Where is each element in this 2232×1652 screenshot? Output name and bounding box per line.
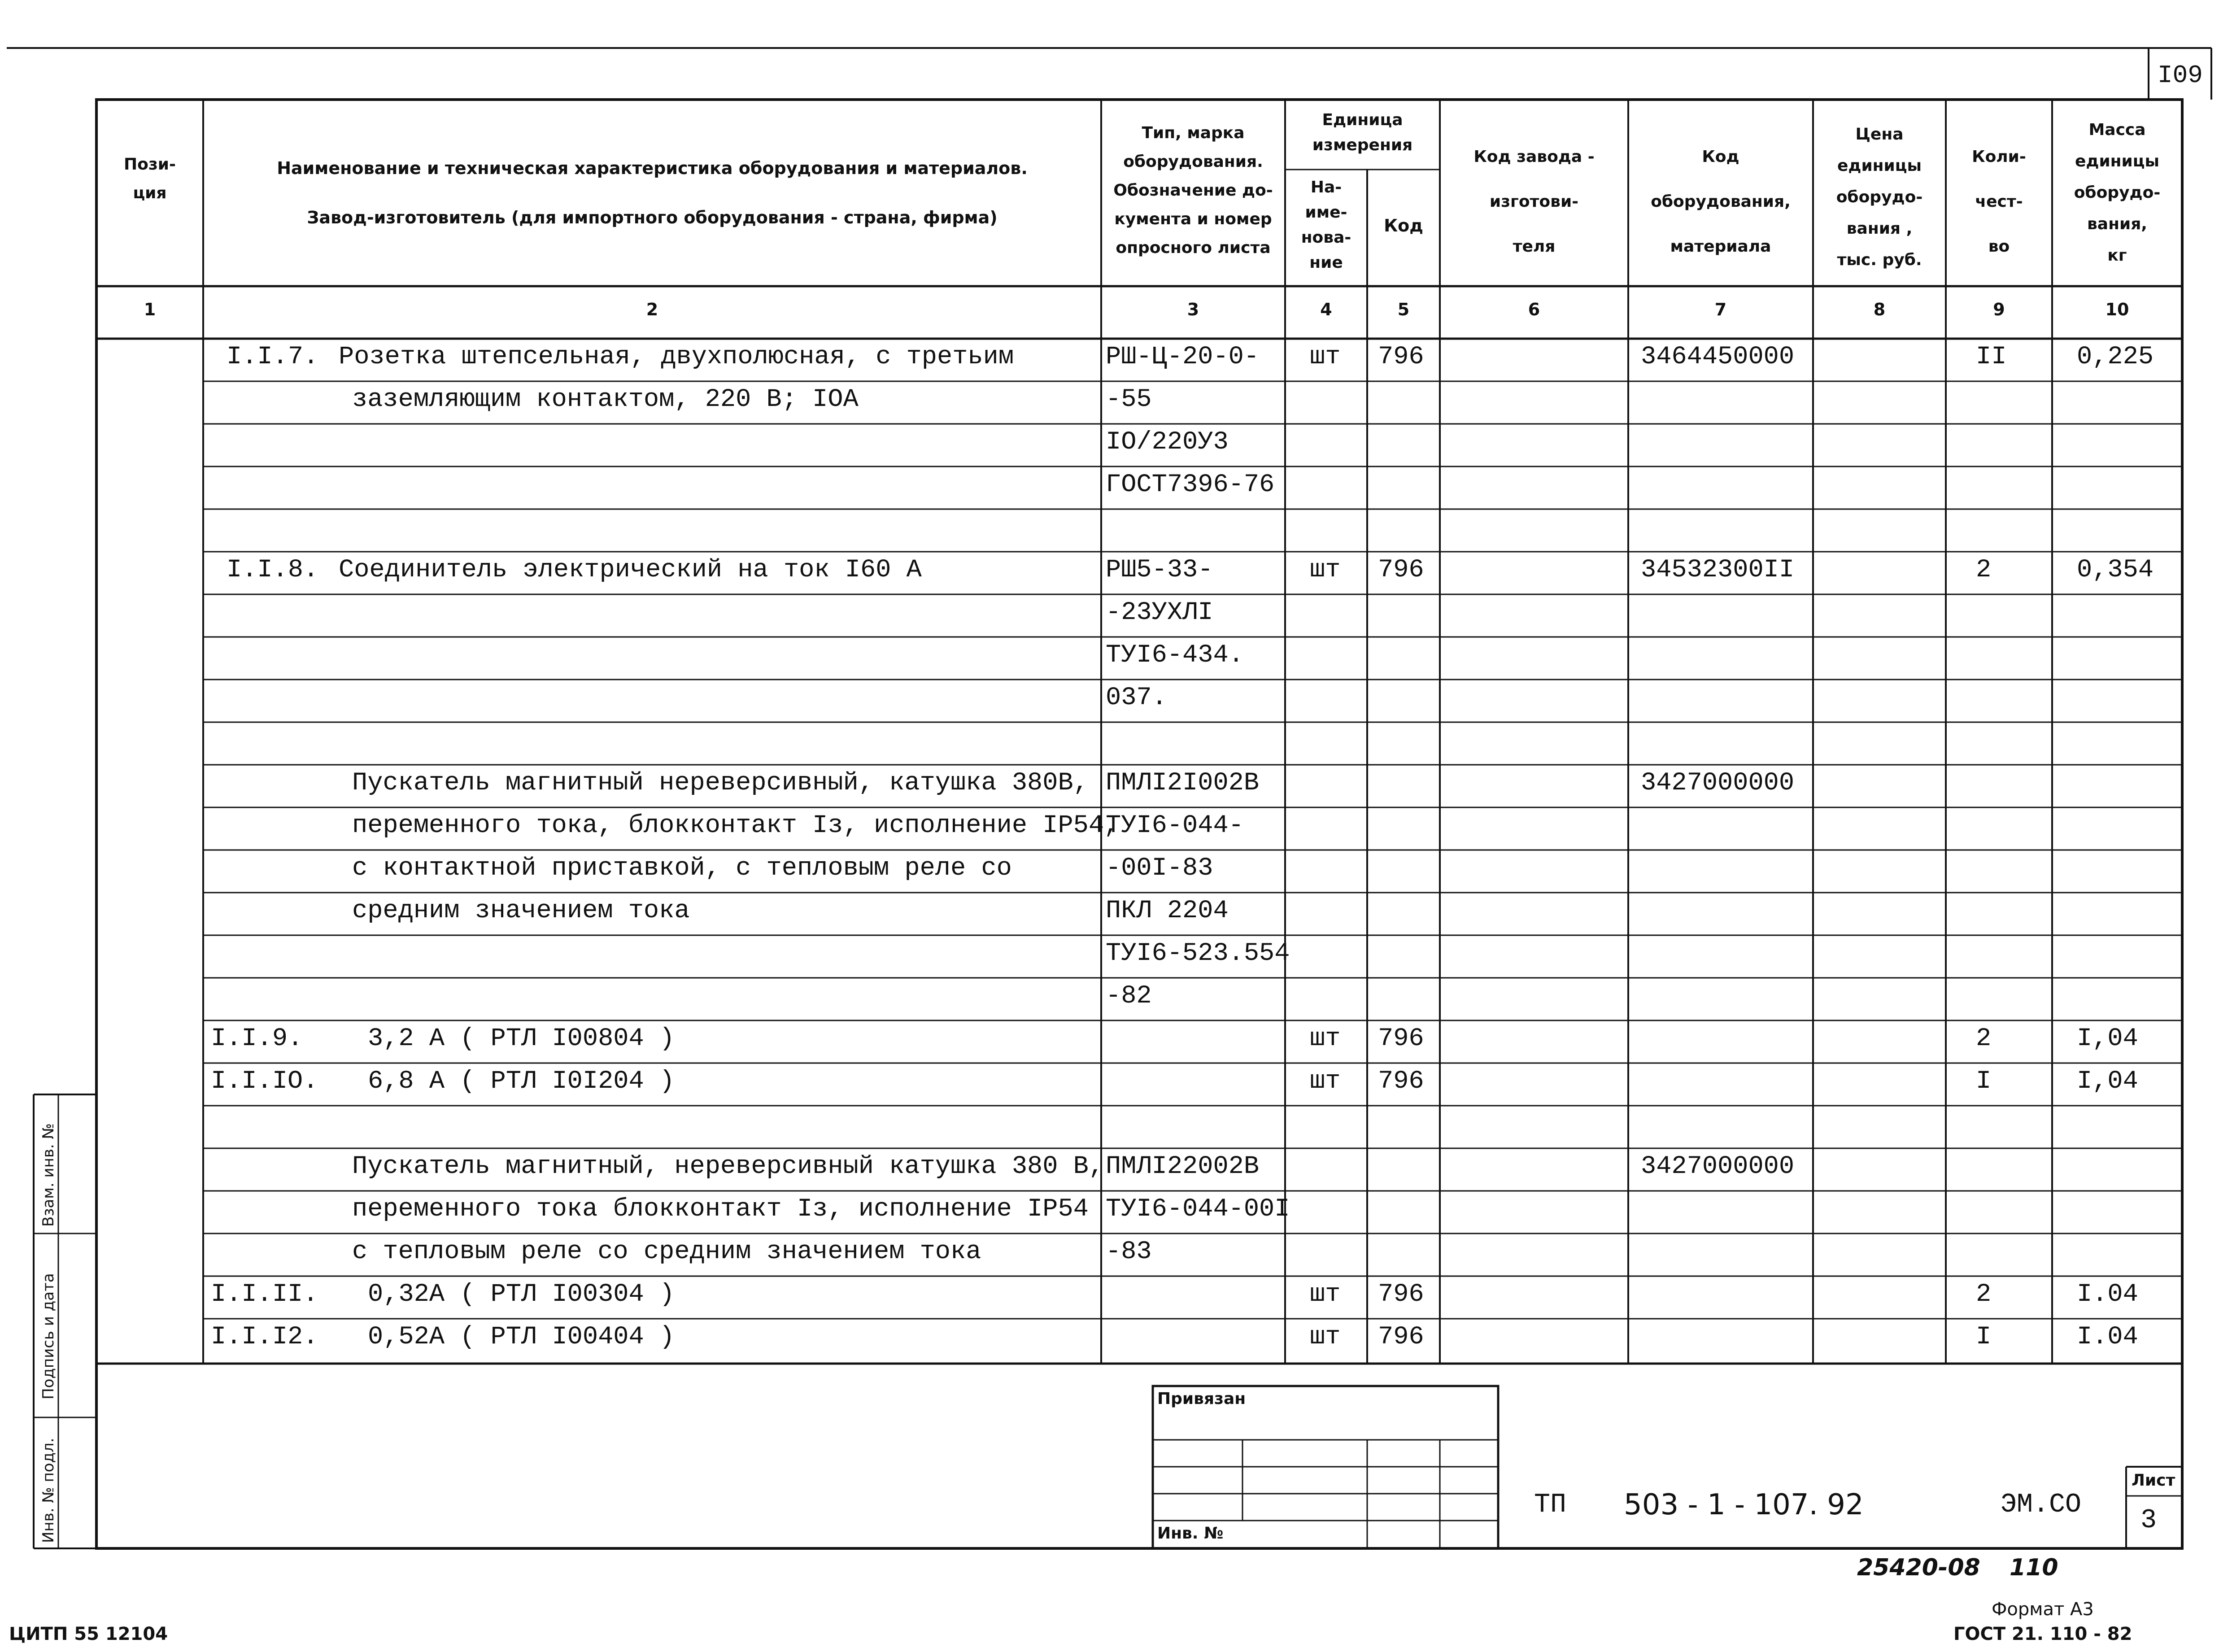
- cell-name: 0,52А ( РТЛ I00404 ): [368, 1323, 675, 1351]
- header-text: во: [1988, 237, 2010, 256]
- stamp-list-label: Лист: [2132, 1471, 2175, 1490]
- column-number: 3: [1187, 300, 1199, 319]
- cell-qty: I: [1976, 1323, 1992, 1351]
- cell-code: 796: [1378, 1323, 1424, 1351]
- cell-pos: I.I.9.: [211, 1024, 303, 1053]
- cell-type: -83: [1106, 1238, 1152, 1266]
- side-label-inv-original: Инв. № подл.: [39, 1438, 57, 1543]
- cell-name: 3,2 А ( РТЛ I00804 ): [368, 1024, 675, 1053]
- cell-type: IO/220У3: [1106, 428, 1229, 457]
- header-text: опросного листа: [1116, 239, 1271, 257]
- stamp-code: ЭМ.СО: [2001, 1490, 2082, 1520]
- header-text: Код завода -: [1473, 148, 1595, 166]
- cell-type: ТУI6-434.: [1106, 641, 1244, 670]
- cell-type: -82: [1106, 982, 1152, 1011]
- header-text: теля: [1513, 237, 1556, 256]
- cell-pos: I.I.8.: [227, 556, 319, 584]
- column-number: 5: [1397, 300, 1410, 319]
- header-text: тыс. руб.: [1837, 251, 1922, 269]
- header-text: вания ,: [1846, 219, 1913, 238]
- cell-type: ТУI6-044-00I: [1106, 1195, 1290, 1224]
- header-text: Тип, марка: [1142, 124, 1245, 142]
- column-number: 4: [1320, 300, 1332, 319]
- cell-type: ГОСТ7396-76: [1106, 471, 1275, 499]
- header-text: материала: [1670, 237, 1771, 256]
- cell-name: 6,8 А ( РТЛ I0I204 ): [368, 1067, 675, 1096]
- header-text: Цена: [1855, 125, 1904, 144]
- header-text: На-: [1310, 178, 1342, 196]
- header-text: ние: [1309, 253, 1343, 272]
- header-text: оборудо-: [1836, 188, 1923, 206]
- cell-name: переменного тока, блокконтакт Iз, исполнение IP54,: [352, 811, 1120, 840]
- header-unit-code: Код: [1384, 216, 1423, 235]
- cell-equip: 3427000000: [1641, 1152, 1795, 1181]
- footer-archive-page: 110: [2010, 1554, 2058, 1581]
- cell-type: ПМЛI22002В: [1106, 1152, 1260, 1181]
- cell-qty: II: [1976, 343, 2007, 371]
- header-text: Завод-изготовитель (для импортного оборудования - страна, фирма): [307, 208, 998, 227]
- header-position: [96, 150, 203, 208]
- cell-unit: шт: [1310, 1280, 1341, 1309]
- header-text: измерения: [1312, 136, 1413, 154]
- cell-mass: I.04: [2077, 1323, 2138, 1351]
- cell-name: переменного тока блокконтакт Iз, исполнение IP54: [352, 1195, 1089, 1224]
- header-text: оборудования.: [1123, 153, 1263, 171]
- cell-unit: шт: [1310, 1067, 1341, 1096]
- header-factory: [1440, 135, 1628, 269]
- header-text: Обозначение до-: [1113, 181, 1273, 200]
- cell-name: Пускатель магнитный нереверсивный, катушка 380В,: [352, 769, 1089, 798]
- cell-type: ПКЛ 2204: [1106, 897, 1229, 925]
- cell-code: 796: [1378, 1067, 1424, 1096]
- cell-type: РШ5-33-: [1106, 556, 1213, 584]
- header-text: Наименование и техническая характеристика оборудования и материалов.: [277, 158, 1028, 178]
- header-text: оборудо-: [2074, 183, 2161, 202]
- stamp-doc-number: 503 - 1 - 107. 92: [1624, 1488, 1864, 1521]
- cell-qty: 2: [1976, 556, 1992, 584]
- cell-unit: шт: [1310, 343, 1341, 371]
- stamp-tp: ТП: [1534, 1490, 1567, 1520]
- header-quantity: [1946, 135, 2052, 269]
- stamp-inv: Инв. №: [1157, 1524, 1224, 1543]
- header-equipment: [1628, 135, 1813, 269]
- header-text: име-: [1305, 203, 1347, 222]
- column-number: 6: [1528, 300, 1540, 319]
- column-number: 9: [1993, 300, 2005, 319]
- cell-pos: I.I.I2.: [211, 1323, 318, 1351]
- cell-name: заземляющим контактом, 220 В; IOA: [352, 385, 859, 414]
- header-text: кг: [2107, 246, 2127, 265]
- header-text: Единица: [1322, 111, 1403, 129]
- cell-equip: 34532300II: [1641, 556, 1795, 584]
- header-text: Пози-: [124, 155, 176, 174]
- column-number: 2: [646, 300, 658, 319]
- cell-unit: шт: [1310, 556, 1341, 584]
- footer-gost: ГОСТ 21. 110 - 82: [1953, 1624, 2132, 1644]
- cell-type: ПМЛI2I002В: [1106, 769, 1260, 798]
- header-unit: [1285, 108, 1440, 158]
- side-label-signature-date: Подпись и дата: [39, 1273, 57, 1399]
- column-number: 10: [2105, 300, 2129, 319]
- header-text: изготови-: [1489, 192, 1579, 211]
- stamp-privyazan: Привязан: [1157, 1390, 1246, 1408]
- cell-equip: 3464450000: [1641, 343, 1795, 371]
- cell-name: Розетка штепсельная, двухполюсная, с третьим: [339, 343, 1014, 371]
- cell-unit: шт: [1310, 1323, 1341, 1351]
- cell-type: -00I-83: [1106, 854, 1213, 883]
- footer-archive-number: 25420-08: [1857, 1554, 1980, 1581]
- cell-name: средним значением тока: [352, 897, 690, 925]
- cell-mass: I,04: [2077, 1024, 2138, 1053]
- header-text: Масса: [2088, 121, 2146, 139]
- cell-pos: I.I.IO.: [211, 1067, 318, 1096]
- header-text: вания,: [2087, 215, 2147, 233]
- footer-left-code: ЦИТП 55 12104: [9, 1624, 168, 1644]
- header-text: единицы: [2075, 152, 2160, 170]
- header-text: оборудования,: [1651, 192, 1791, 211]
- column-number: 8: [1873, 300, 1886, 319]
- header-price: [1813, 119, 1946, 276]
- column-number: 7: [1714, 300, 1727, 319]
- cell-equip: 3427000000: [1641, 769, 1795, 798]
- cell-name: 0,32А ( РТЛ I00304 ): [368, 1280, 675, 1309]
- cell-mass: 0,354: [2077, 556, 2154, 584]
- header-mass: [2052, 114, 2182, 271]
- side-label-replace-inv: Взам. инв. №: [39, 1123, 57, 1227]
- cell-pos: I.I.II.: [211, 1280, 318, 1309]
- cell-qty: 2: [1976, 1280, 1992, 1309]
- cell-unit: шт: [1310, 1024, 1341, 1053]
- cell-code: 796: [1378, 1280, 1424, 1309]
- cell-qty: 2: [1976, 1024, 1992, 1053]
- cell-qty: I: [1976, 1067, 1992, 1096]
- header-text: Код: [1702, 148, 1739, 166]
- header-text: Коли-: [1972, 148, 2026, 166]
- header-unit-name: [1285, 175, 1367, 275]
- cell-name: с контактной приставкой, с тепловым реле со: [352, 854, 1012, 883]
- header-text: ция: [133, 184, 167, 202]
- cell-code: 796: [1378, 343, 1424, 371]
- cell-name: с тепловым реле со средним значением тока: [352, 1238, 981, 1266]
- header-text: чест-: [1975, 192, 2023, 211]
- cell-code: 796: [1378, 556, 1424, 584]
- cell-pos: I.I.7.: [227, 343, 319, 371]
- cell-type: ТУI6-044-: [1106, 811, 1244, 840]
- cell-type: ТУI6-523.554: [1106, 939, 1290, 968]
- header-text: единицы: [1837, 157, 1922, 175]
- cell-code: 796: [1378, 1024, 1424, 1053]
- cell-name: Пускатель магнитный, нереверсивный катушка 380 В,: [352, 1152, 1104, 1181]
- cell-mass: I.04: [2077, 1280, 2138, 1309]
- cell-mass: I,04: [2077, 1067, 2138, 1096]
- cell-type: 037.: [1106, 684, 1167, 712]
- cell-mass: 0,225: [2077, 343, 2154, 371]
- header-text: кумента и номер: [1114, 210, 1272, 228]
- header-text: нова-: [1301, 228, 1351, 247]
- stamp-list-number: 3: [2140, 1505, 2157, 1536]
- cell-name: Соединитель электрический на ток I60 A: [339, 556, 922, 584]
- cell-type: -23УХЛI: [1106, 598, 1213, 627]
- column-number: 1: [144, 300, 156, 319]
- page-number: I09: [2158, 61, 2203, 90]
- header-name: [203, 144, 1101, 242]
- footer-format: Формат А3: [1992, 1599, 2094, 1620]
- cell-type: -55: [1106, 385, 1152, 414]
- cell-type: РШ-Ц-20-0-: [1106, 343, 1260, 371]
- header-type: [1101, 119, 1285, 262]
